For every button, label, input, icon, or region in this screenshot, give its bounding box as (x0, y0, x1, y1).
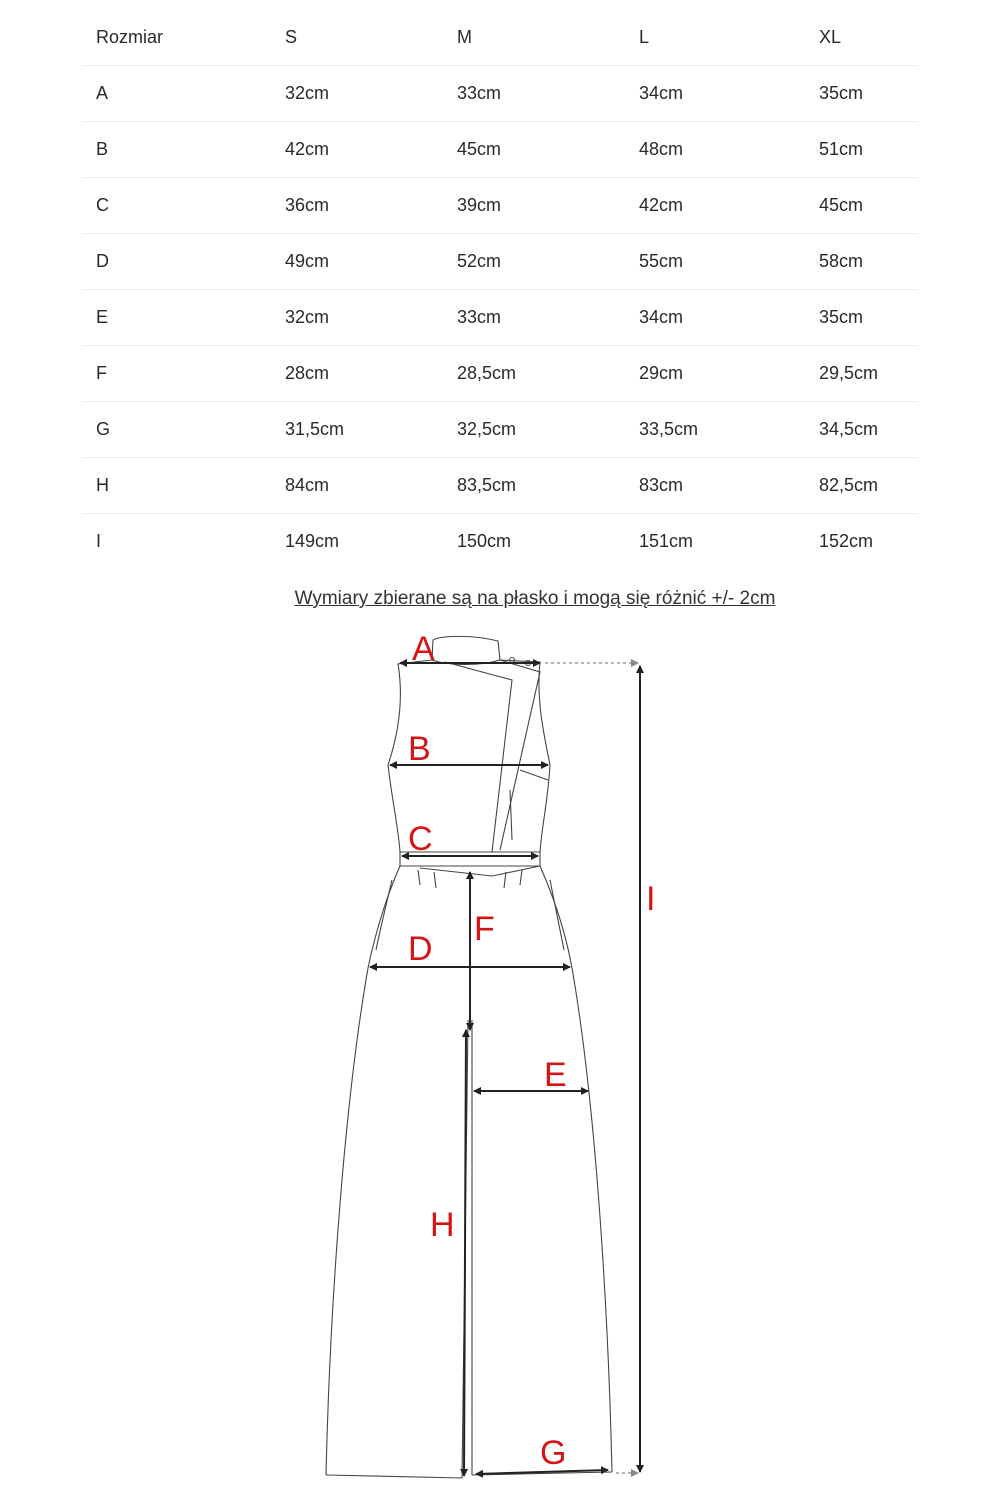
cell-xl: 51cm (805, 122, 918, 178)
row-label: B (82, 122, 271, 178)
cell-s: 28cm (271, 346, 443, 402)
row-label: D (82, 234, 271, 290)
row-label: E (82, 290, 271, 346)
cell-s: 149cm (285, 531, 340, 551)
label-f: F (474, 910, 495, 948)
label-g: G (540, 1434, 567, 1472)
cell-xl: 29,5cm (805, 346, 918, 402)
table-row (82, 234, 918, 290)
row-label: A (82, 66, 271, 122)
label-c: C (408, 820, 433, 858)
row-label: C (82, 178, 271, 234)
row-label: I (96, 531, 102, 551)
cell-m: 39cm (443, 178, 625, 234)
header-l: L (625, 10, 805, 66)
cell-xl: 34,5cm (805, 402, 918, 458)
cell-m: 83,5cm (443, 458, 625, 514)
cell-m: 33cm (443, 66, 625, 122)
cell-m: 45cm (443, 122, 625, 178)
table-row (82, 402, 918, 458)
cell-l: 83cm (625, 458, 805, 514)
cell-xl: 152cm (819, 531, 874, 551)
label-i: I (646, 880, 656, 918)
cell-s: 32cm (271, 66, 443, 122)
label-e: E (544, 1056, 567, 1094)
cell-m: 52cm (443, 234, 625, 290)
cell-s: 32cm (271, 290, 443, 346)
cell-m: 33cm (443, 290, 625, 346)
cell-s: 49cm (271, 234, 443, 290)
cell-xl: 45cm (805, 178, 918, 234)
cell-l: 151cm (639, 531, 694, 551)
cell-l: 29cm (625, 346, 805, 402)
label-d: D (408, 930, 433, 968)
cell-xl: 35cm (805, 66, 918, 122)
label-a: A (412, 630, 435, 668)
table-row (82, 458, 918, 514)
header-m: M (443, 10, 625, 66)
cell-m: 28,5cm (443, 346, 625, 402)
cell-xl: 58cm (805, 234, 918, 290)
table-row (82, 346, 918, 402)
table-row (82, 514, 918, 570)
row-label: G (82, 402, 271, 458)
cell-xl: 35cm (805, 290, 918, 346)
jumpsuit-outline (326, 636, 612, 1478)
cell-s: 84cm (271, 458, 443, 514)
measurement-arrows (370, 663, 640, 1476)
header-size: Rozmiar (82, 10, 271, 66)
row-label: F (82, 346, 271, 402)
jumpsuit-measurement-diagram (0, 620, 1000, 1500)
table-header-row (82, 10, 918, 66)
label-h: H (430, 1206, 455, 1244)
table-row (82, 66, 918, 122)
row-label: H (82, 458, 271, 514)
cell-s: 42cm (271, 122, 443, 178)
table-row (82, 122, 918, 178)
cell-l: 34cm (625, 66, 805, 122)
header-s: S (271, 10, 443, 66)
cell-s: 36cm (271, 178, 443, 234)
measurement-note: Wymiary zbierane są na płasko i mogą się różnić +/- 2cm (294, 588, 776, 609)
table-row (82, 178, 918, 234)
cell-l: 48cm (625, 122, 805, 178)
cell-l: 34cm (625, 290, 805, 346)
cell-xl: 82,5cm (805, 458, 918, 514)
header-xl: XL (805, 10, 918, 66)
cell-s: 31,5cm (271, 402, 443, 458)
cell-l: 42cm (625, 178, 805, 234)
cell-l: 33,5cm (625, 402, 805, 458)
cell-m: 150cm (457, 531, 512, 551)
table-row (82, 290, 918, 346)
cell-l: 55cm (625, 234, 805, 290)
label-b: B (408, 730, 431, 768)
cell-m: 32,5cm (443, 402, 625, 458)
size-table (82, 10, 918, 569)
